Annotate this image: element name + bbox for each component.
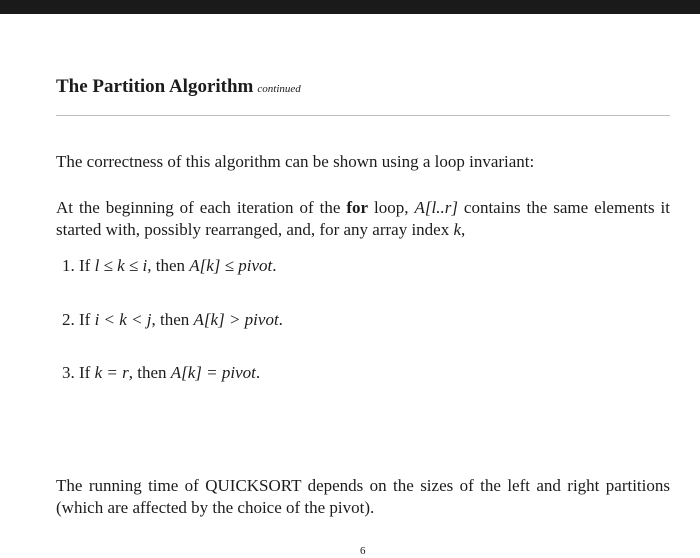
array-range: A[l..r] (414, 198, 458, 217)
intro-paragraph: The correctness of this algorithm can be shown using a loop invariant: (56, 152, 535, 171)
condition-number: 1. (62, 256, 75, 275)
condition-item-1 (62, 255, 277, 277)
condition-expression: i < k < j (94, 310, 152, 329)
for-keyword: for (346, 198, 369, 217)
page-number: 6 (360, 545, 366, 557)
slide-title (56, 76, 301, 98)
invariant-text-rest: contains the same elements it started with, possibly rearranged, and, for any array index (56, 198, 670, 239)
title-main: The Partition Algorithm (56, 76, 254, 97)
condition-item-3 (62, 362, 260, 384)
running-time-paragraph: The running time of QUICKSORT depends on the sizes of the left and right partitions (which are affected by the choice of the pivot). (56, 476, 670, 517)
invariant-ending: , (461, 220, 466, 239)
top-dark-bar (0, 0, 700, 14)
invariant-text-loop: loop, (368, 198, 415, 217)
invariant-paragraph (56, 197, 670, 241)
condition-conclusion: A[k] ≤ pivot (189, 256, 273, 275)
condition-then: , then (147, 256, 186, 275)
condition-if: If (79, 363, 91, 382)
condition-item-2 (62, 309, 283, 331)
condition-conclusion: A[k] = pivot (170, 363, 256, 382)
condition-expression: l ≤ k ≤ i (94, 256, 148, 275)
condition-then: , then (151, 310, 190, 329)
condition-end: . (278, 310, 283, 329)
condition-if: If (79, 256, 91, 275)
title-divider (56, 115, 670, 116)
condition-end: . (272, 256, 277, 275)
index-variable: k (453, 220, 462, 239)
condition-number: 2. (62, 310, 75, 329)
condition-end: . (255, 363, 261, 382)
title-suffix: continued (257, 83, 301, 95)
condition-expression: k = r (94, 363, 129, 382)
condition-number: 3. (62, 363, 75, 382)
condition-conclusion: A[k] > pivot (193, 310, 279, 329)
condition-if: If (79, 310, 91, 329)
condition-then: , then (128, 363, 167, 382)
invariant-text-start: At the beginning of each iteration of the (56, 198, 347, 217)
